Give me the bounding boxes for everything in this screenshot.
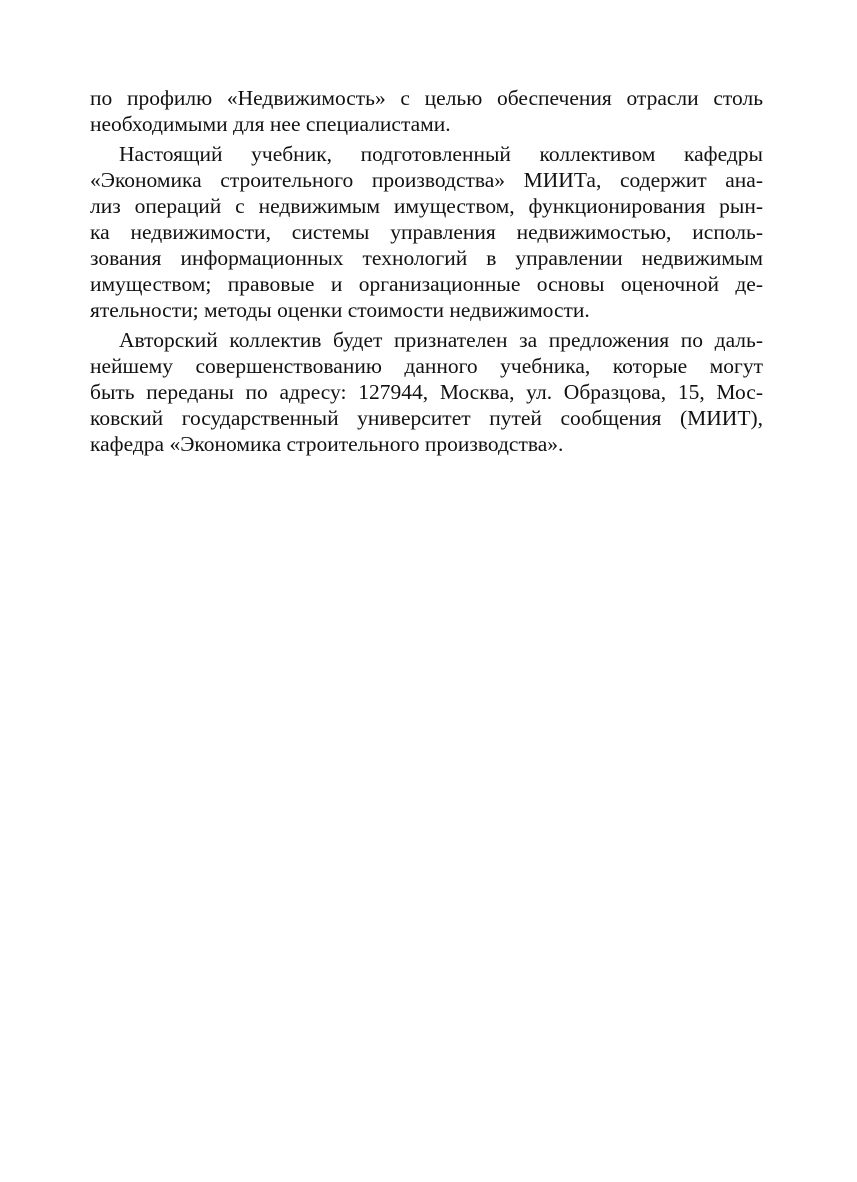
paragraph-3 [90, 327, 763, 457]
paragraph-1 [90, 85, 763, 137]
text-line: кафедра «Экономика строительного производства». [90, 432, 564, 456]
text-line: ятельности; методы оценки стоимости недвижимости. [90, 298, 590, 322]
text-line: «Экономика строительного производства» МИИТа, содержит ана- [90, 168, 763, 192]
text-line: имуществом; правовые и организационные основы оценочной де- [90, 272, 763, 296]
text-line: Авторский коллектив будет признателен за предложения по даль- [119, 328, 763, 352]
text-line: ка недвижимости, системы управления недвижимостью, исполь- [90, 220, 763, 244]
text-line: по профилю «Недвижимость» с целью обеспечения отрасли столь [90, 86, 763, 110]
paragraph-2 [90, 141, 763, 323]
text-line: необходимыми для нее специалистами. [90, 112, 451, 136]
text-line: нейшему совершенствованию данного учебника, которые могут [90, 354, 763, 378]
text-line: зования информационных технологий в управлении недвижимым [90, 246, 763, 270]
text-line: быть переданы по адресу: 127944, Москва, ул. Образцова, 15, Мос- [90, 380, 763, 404]
body-text [90, 85, 763, 457]
text-line: Настоящий учебник, подготовленный коллективом кафедры [119, 142, 763, 166]
text-line: лиз операций с недвижимым имуществом, функционирования рын- [90, 194, 763, 218]
text-line: ковский государственный университет путей сообщения (МИИТ), [90, 406, 763, 430]
